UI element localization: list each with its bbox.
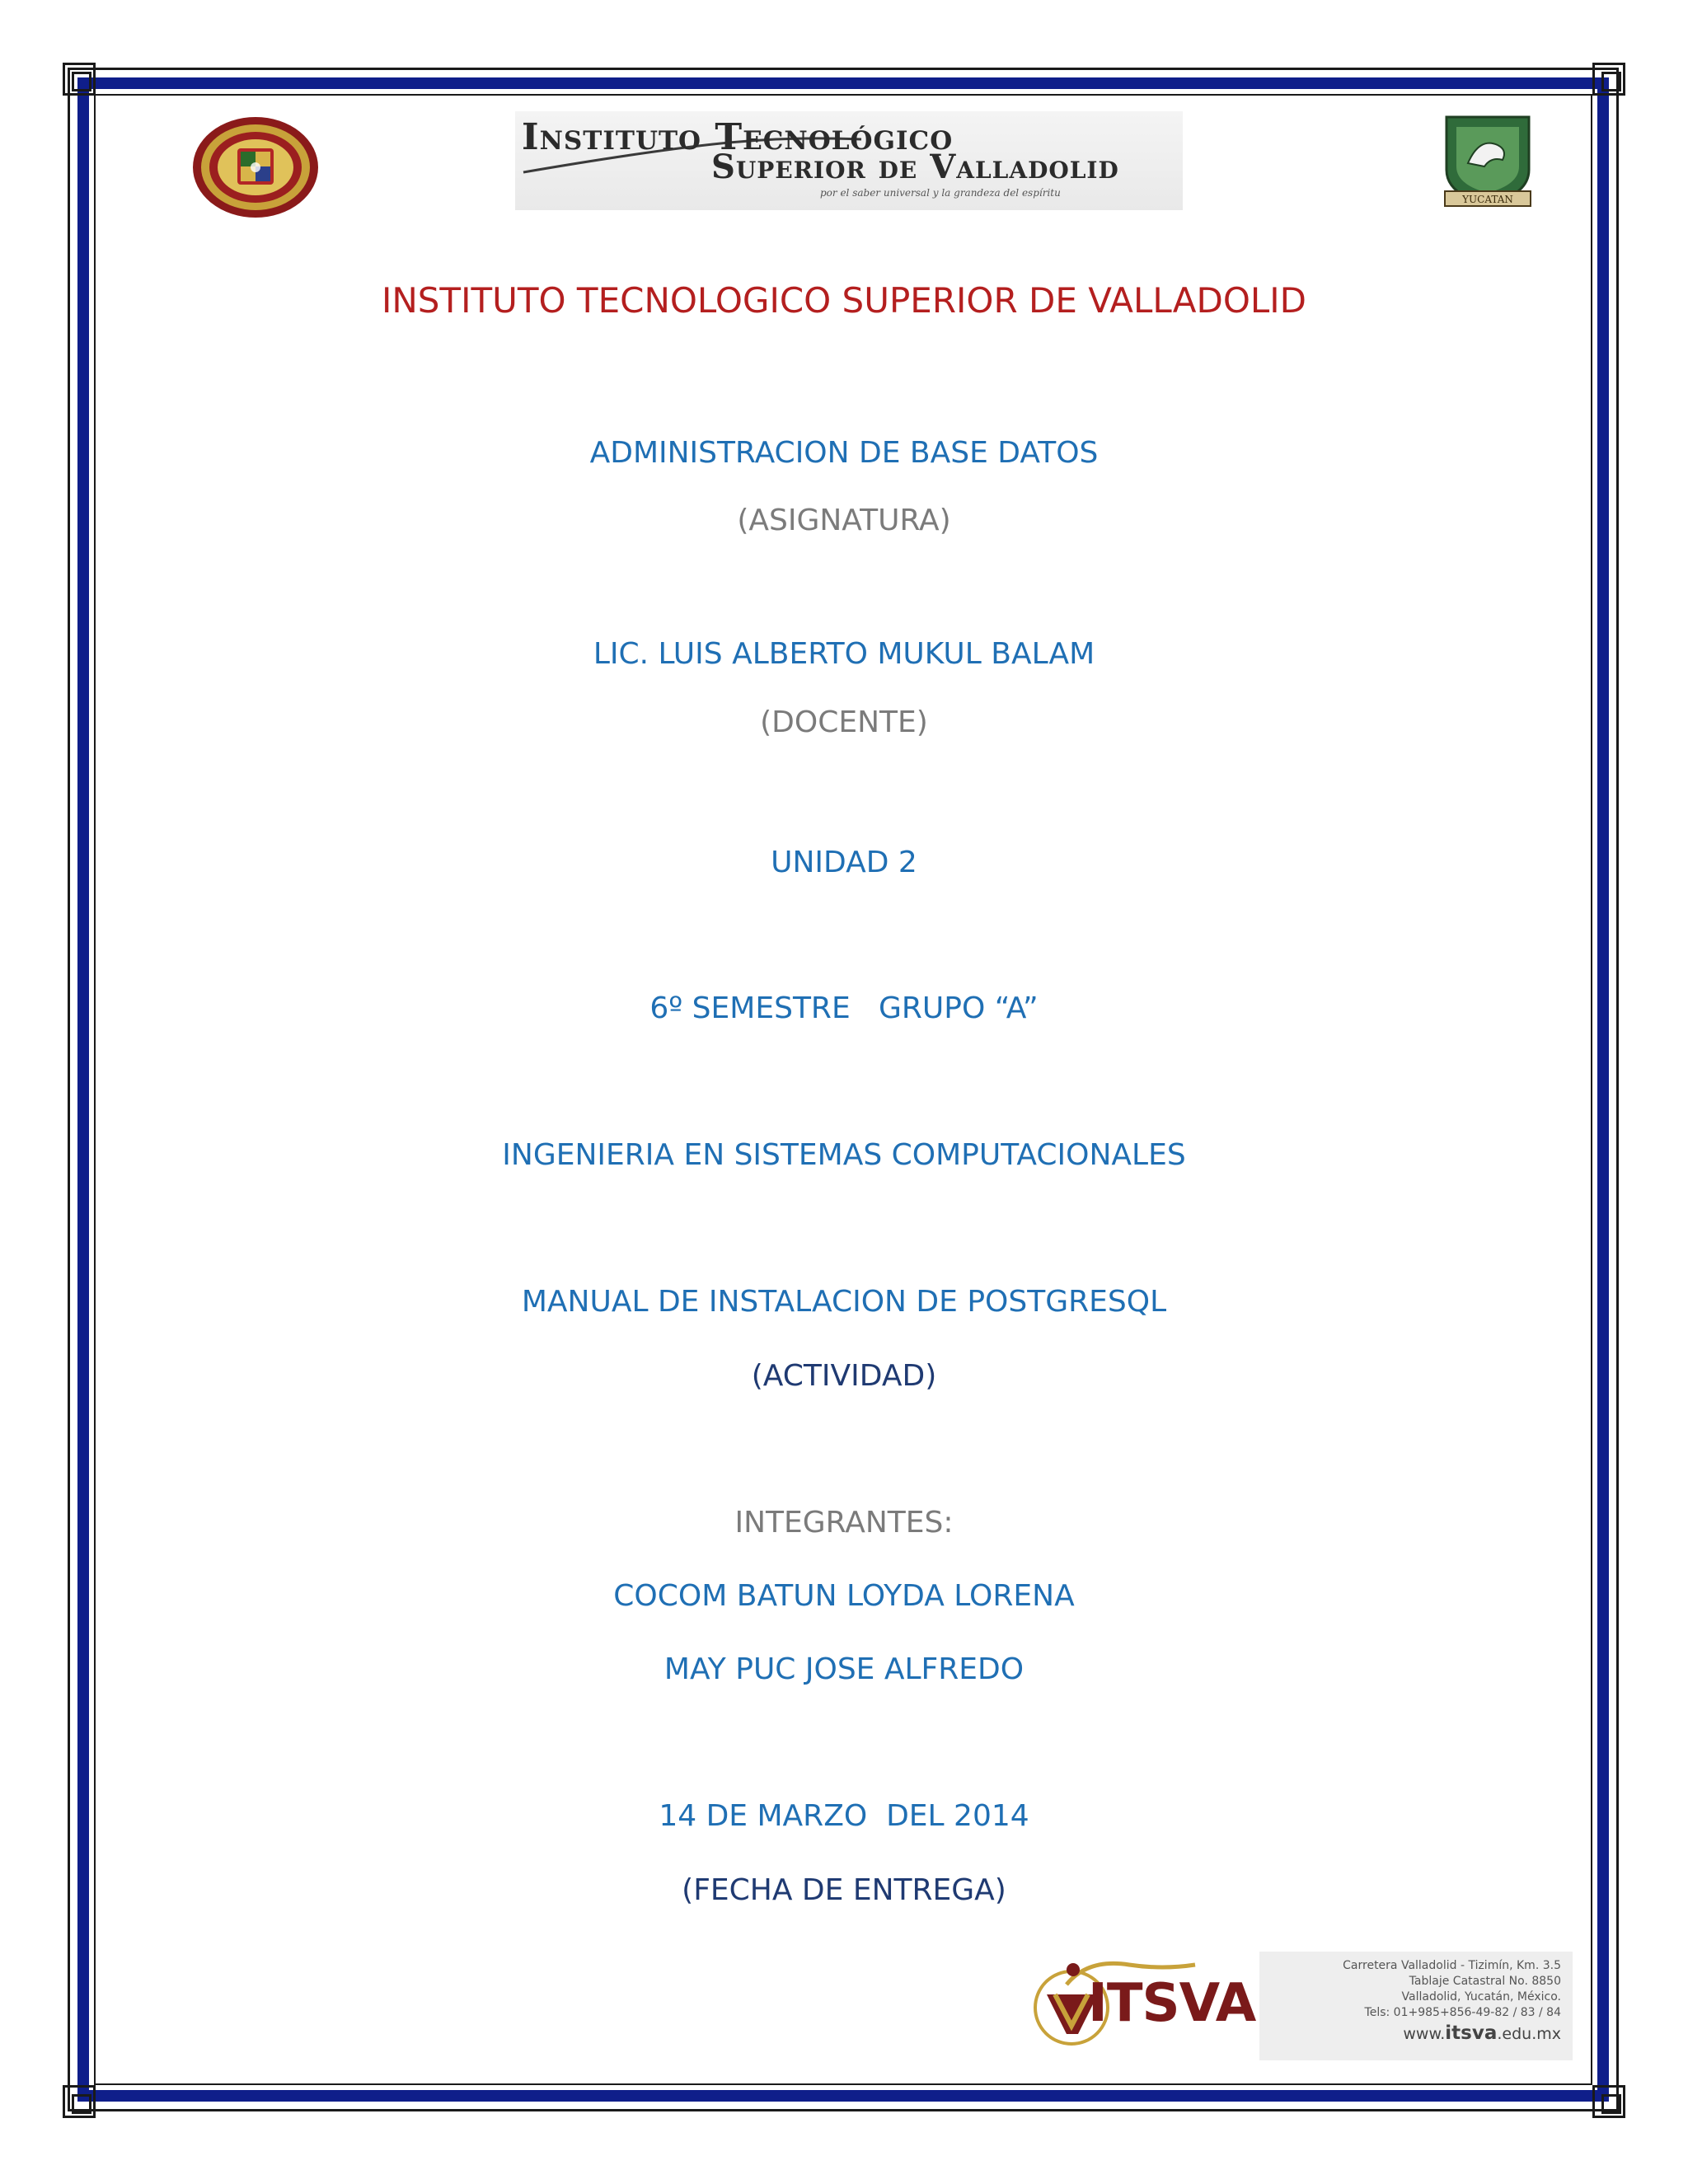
- website-prefix: www.: [1403, 2024, 1446, 2043]
- border-corner-bottom-right: [1592, 2085, 1625, 2118]
- institution-title: INSTITUTO TECNOLOGICO SUPERIOR DE VALLADOLID: [381, 280, 1307, 321]
- career-name: INGENIERIA EN SISTEMAS COMPUTACIONALES: [502, 1138, 1186, 1172]
- address-line: Tels: 01+985+856-49-82 / 83 / 84: [1364, 2005, 1561, 2019]
- institution-banner: [515, 111, 1183, 210]
- website-domain: itsva: [1445, 2022, 1498, 2044]
- delivery-date: 14 DE MARZO DEL 2014: [659, 1799, 1029, 1833]
- teacher-label: (DOCENTE): [760, 705, 928, 739]
- border-corner-bottom-left: [63, 2085, 96, 2118]
- shield-label: YUCATAN: [1462, 194, 1513, 205]
- page-border-inner: [94, 94, 1592, 2085]
- website-link[interactable]: [1268, 2021, 1561, 2046]
- teacher-name: LIC. LUIS ALBERTO MUKUL BALAM: [593, 637, 1095, 671]
- footer-address: [1259, 1952, 1573, 2060]
- subject-label: (ASIGNATURA): [737, 504, 951, 537]
- address-line: Tablaje Catastral No. 8850: [1409, 1974, 1561, 1988]
- banner-line-2: Superior de Valladolid: [711, 148, 1119, 186]
- activity-label: (ACTIVIDAD): [751, 1359, 937, 1393]
- activity-name: MANUAL DE INSTALACION DE POSTGRESQL: [521, 1285, 1167, 1319]
- address-line: Valladolid, Yucatán, México.: [1401, 1990, 1561, 2004]
- delivery-date-label: (FECHA DE ENTREGA): [682, 1873, 1006, 1907]
- banner-motto: por el saber universal y la grandeza del espíritu: [820, 187, 1061, 199]
- website-suffix: .edu.mx: [1497, 2024, 1561, 2043]
- border-corner-top-left: [63, 63, 96, 96]
- itsva-brand: ITSVA: [1088, 1973, 1256, 2034]
- itsva-logo: [1030, 1955, 1256, 2054]
- institution-seal-icon: [191, 115, 320, 219]
- border-corner-top-right: [1592, 63, 1625, 96]
- subject-name: ADMINISTRACION DE BASE DATOS: [589, 436, 1099, 470]
- banner-line-1: Instituto Tecnológico: [522, 116, 954, 158]
- members-label: INTEGRANTES:: [734, 1506, 954, 1540]
- address-line: Carretera Valladolid - Tizimín, Km. 3.5: [1343, 1959, 1561, 1972]
- unit-label: UNIDAD 2: [771, 846, 917, 879]
- member-name: COCOM BATUN LOYDA LORENA: [613, 1579, 1075, 1613]
- member-name: MAY PUC JOSE ALFREDO: [663, 1652, 1025, 1686]
- yucatan-shield-icon: [1438, 112, 1537, 209]
- semester-group: 6º SEMESTRE GRUPO “A”: [649, 991, 1039, 1025]
